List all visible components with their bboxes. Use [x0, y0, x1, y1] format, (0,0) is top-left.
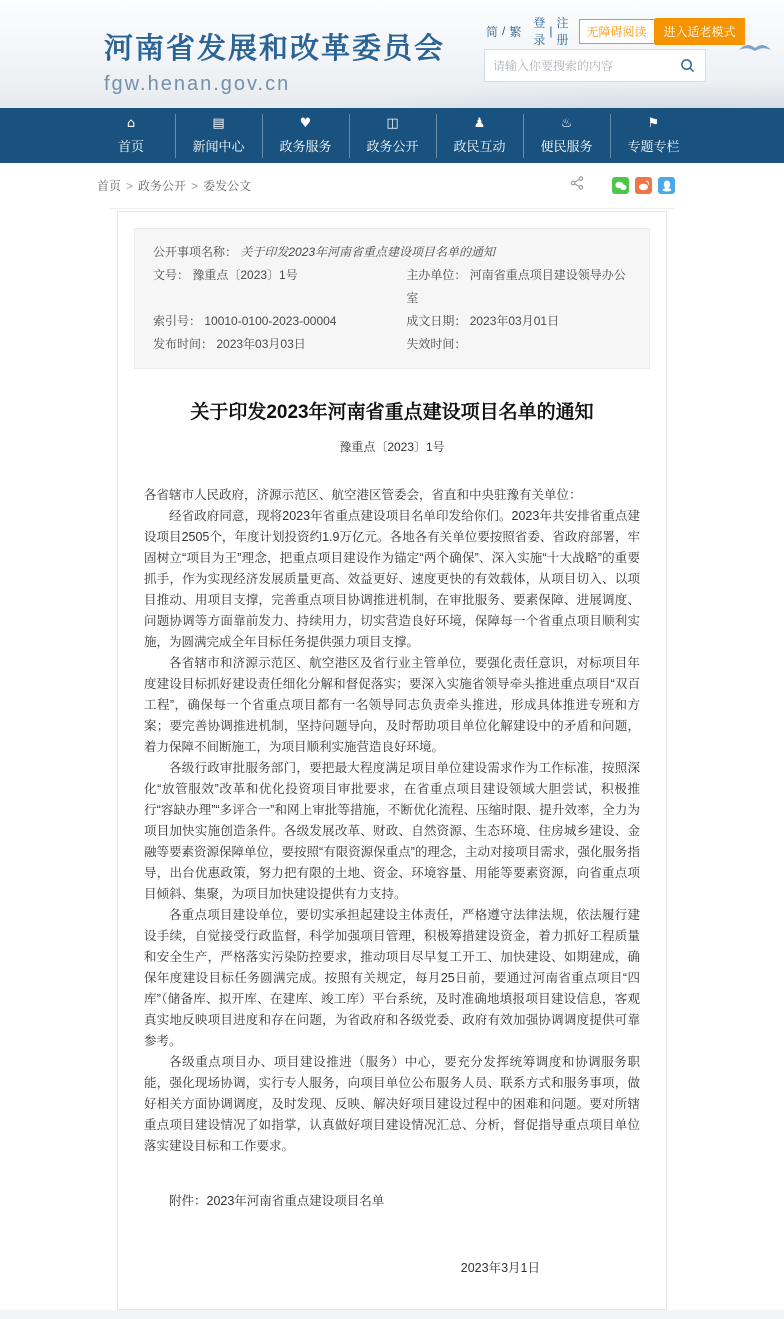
breadcrumb-current[interactable]: 委发公文: [203, 179, 252, 193]
meta-org-value: 河南省重点项目建设领导办公室: [406, 268, 626, 305]
meta-publish-label: 发布时间：: [153, 337, 214, 351]
main-nav: [0, 108, 784, 163]
book-icon: ◫: [386, 116, 399, 131]
nav-item-disclosure[interactable]: [349, 114, 436, 158]
paragraph: 各级重点项目办、项目建设推进（服务）中心，要充分发挥统筹调度和协调服务职能，强化现场协调，实行专人服务，向项目单位公布服务人员、联系方式和服务事项，做好相关方面协调调度，及时发现、反映、解决好项目建设过程中的困难和问题。要对所辖重点项目建设情况了如指掌，认真做好项目建设情况汇总、分析，督促指导重点项目单位落实建设目标和工作要求。: [144, 1055, 640, 1153]
login-link[interactable]: 登录: [533, 16, 546, 47]
lang-simplified-link[interactable]: 简: [486, 24, 499, 39]
document-date: 2023年3月1日: [460, 1261, 540, 1275]
footer-strip: [0, 1310, 784, 1319]
site-logo[interactable]: [104, 26, 445, 96]
meta-docno-value: 豫重点〔2023〕1号: [192, 268, 298, 282]
meta-name-label: 公开事项名称：: [153, 245, 238, 259]
meta-index-label: 索引号：: [153, 314, 202, 328]
qq-icon[interactable]: [658, 177, 675, 194]
heart-icon: ♥: [299, 116, 312, 131]
share-icon[interactable]: [570, 176, 584, 195]
lang-separator: /: [502, 24, 506, 38]
breadcrumb: [97, 177, 570, 194]
search-input[interactable]: [493, 59, 677, 73]
bird-decoration-icon: [738, 40, 772, 61]
home-icon: ⌂: [126, 116, 136, 131]
site-banner: [0, 0, 784, 108]
paragraph: 各级行政审批服务部门，要把最大程度满足项目单位建设需求作为工作标准，按照深化“放管服效”改革和优化投资项目审批要求，在省重点项目建设领域大胆尝试，积极推行“容缺办理”“多评合一”和网上审批等措施，不断优化流程、压缩时限、提升效率，全力为项目加快实施创造条件。各级发展改革、财政、自然资源、生态环境、住房城乡建设、金融等要素资源保障单位，要按照“有限资源保重点”的理念，主动对接项目需求，强化服务指导，出台优惠政策，努力把有限的土地、资金、环境容量、用能等要素资源，向省重点项目倾斜、集聚，为项目加快建设提供有力支持。: [144, 761, 640, 901]
nav-label: 专题专栏: [627, 139, 680, 154]
meta-org-label: 主办单位：: [406, 268, 467, 282]
person-icon: ♟: [473, 116, 486, 131]
nav-label: 新闻中心: [192, 139, 245, 154]
login-register-divider: |: [549, 24, 553, 38]
paragraph: 各重点项目建设单位，要切实承担起建设主体责任，严格遵守法律法规，依法履行建设手续，自觉接受行政监督，科学加强项目管理，积极筹措建设资金，着力抓好工程质量和安全生产，严格落实污染防控要求，推动项目尽早复工开工、加快建设、如期建成，确保年度建设目标任务圆满完成。按照有关规定，每月25日前，要通过河南省重点项目“四库”（储备库、拟开库、在建库、竣工库）平台系统，及时准确地填报项目建设信息，客观真实地反映项目进度和存在问题，为省政府和各级党委、政府有效加强协调调度提供可靠参考。: [144, 908, 640, 1048]
document-meta: [134, 228, 650, 369]
attachment-line[interactable]: 附件：2023年河南省重点建设项目名单: [169, 1194, 385, 1208]
meta-index-value: 10010-0100-2023-00004: [204, 314, 337, 328]
news-icon: ▤: [212, 116, 225, 131]
nav-label: 政务服务: [279, 139, 332, 154]
document-title: 关于印发2023年河南省重点建设项目名单的通知: [190, 402, 594, 423]
document-body: [134, 485, 650, 1279]
weibo-icon[interactable]: [635, 177, 652, 194]
breadcrumb-separator: >: [126, 178, 134, 193]
search-icon[interactable]: [677, 56, 697, 76]
site-title: 河南省发展和改革委员会: [104, 33, 446, 65]
service-icon: ♨: [560, 116, 573, 131]
breadcrumb-separator: >: [191, 178, 199, 193]
paragraph: 各省辖市和济源示范区、航空港区及省行业主管单位，要强化责任意识，对标项目年度建设目标抓好建设责任细化分解和督促落实；要深入实施省领导牵头推进重点项目“双百工程”，确保每一个省重点项目都有一名领导同志负责牵头推进，形成具体推进专班和方案；要完善协调推进机制，坚持问题导向，及时帮助项目单位化解建设中的矛盾和问题，着力保障不间断施工，为项目顺利实施营造良好环境。: [144, 656, 640, 754]
bookmark-icon: ⚑: [647, 116, 660, 131]
nav-item-news[interactable]: [175, 114, 262, 158]
nav-item-home[interactable]: [88, 114, 175, 158]
nav-item-services[interactable]: [262, 114, 349, 158]
nav-items: [88, 108, 697, 163]
meta-publish-value: 2023年03月03日: [216, 337, 306, 351]
paragraph: 经省政府同意，现将2023年省重点建设项目名单印发给你们。2023年共安排省重点建设项目2505个，年度计划投资约1.9万亿元。各地各有关单位要按照省委、省政府部署，牢固树立“项目为王”理念，把重点项目建设作为锚定“两个确保”、深入实施“十大战略”的重要抓手，作为实现经济发展质量更高、效益更好、速度更快的有效载体，从项目切入、以项目推动、用项目支撑，完善重点项目协调推进机制，在审批服务、要素保障、进展调度、问题协调等方面靠前发力、持续用力，切实营造良好环境，保障每一个省重点项目顺利实施，为圆满完成全年目标任务提供强力项目支撑。: [144, 509, 640, 649]
site-url: fgw.henan.gov.cn: [104, 73, 291, 95]
meta-written-date-value: 2023年03月01日: [469, 314, 560, 328]
elder-mode-button[interactable]: 进入适老模式: [655, 18, 745, 45]
meta-expire-label: 失效时间：: [406, 337, 467, 351]
nav-label: 政务公开: [366, 139, 419, 154]
nav-label: 首页: [117, 139, 144, 154]
wechat-icon[interactable]: [612, 177, 629, 194]
accessibility-button[interactable]: 无障碍阅读: [579, 19, 655, 44]
nav-item-interaction[interactable]: [436, 114, 523, 158]
meta-written-date-label: 成文日期：: [406, 314, 467, 328]
nav-item-special[interactable]: [610, 114, 697, 158]
header-tools: [484, 16, 736, 82]
share-tools: [570, 176, 675, 195]
header-links: [484, 16, 736, 47]
breadcrumb-disclosure[interactable]: 政务公开: [138, 179, 187, 193]
lang-traditional-link[interactable]: 繁: [509, 24, 522, 39]
breadcrumb-home[interactable]: 首页: [97, 179, 122, 193]
salutation: 各省辖市人民政府，济源示范区、航空港区管委会，省直和中央驻豫有关单位：: [144, 488, 582, 502]
document-number: 豫重点〔2023〕1号: [339, 440, 445, 454]
nav-item-convenience[interactable]: [523, 114, 610, 158]
meta-docno-label: 文号：: [153, 268, 190, 282]
meta-name-value: 关于印发2023年河南省重点建设项目名单的通知: [240, 245, 496, 259]
register-link[interactable]: 注册: [556, 16, 569, 47]
document-card: [117, 211, 667, 1310]
nav-label: 政民互动: [453, 139, 506, 154]
breadcrumb-row: [0, 163, 784, 209]
nav-label: 便民服务: [540, 139, 593, 154]
search-box: [484, 49, 706, 82]
